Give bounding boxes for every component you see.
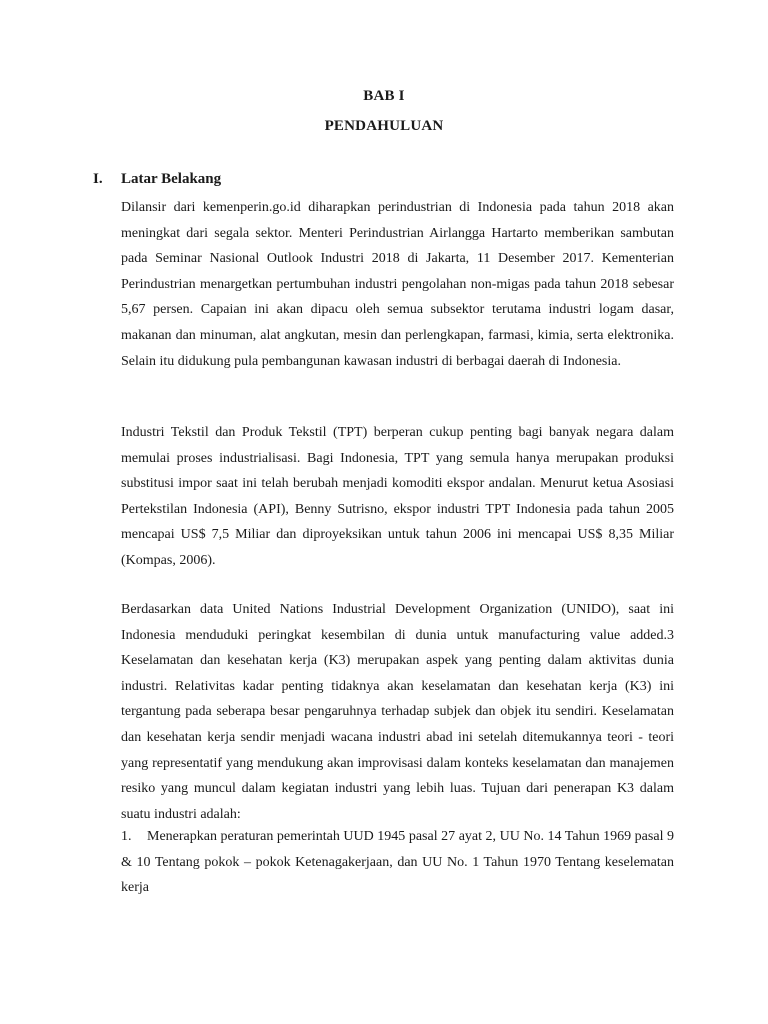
paragraph-1: Dilansir dari kemenperin.go.id diharapkan perindustrian di Indonesia pada tahun 2018 akan meningkat dari segala sektor. Menteri Perindustrian Airlangga Hartarto memberikan sambutan pada Seminar Nasional Outlook Industri 2018 di Jakarta, 11 Desember 2017. Kementerian Perindustrian menargetkan pertumbuhan industri pengolahan non-migas pada tahun 2018 sebesar 5,67 persen. Capaian ini akan dipacu oleh semua subsektor terutama industri logam dasar, makanan dan minuman, alat angkutan, mesin dan perlengkapan, farmasi, kimia, serta elektronika. Selain itu didukung pula pembangunan kawasan industri di berbagai daerah di Indonesia. (121, 200, 674, 369)
section-title: Latar Belakang (121, 171, 222, 187)
chapter-title: PENDAHULUAN (324, 118, 444, 134)
list-item-text: Menerapkan peraturan pemerintah UUD 1945 pasal 27 ayat 2, UU No. 14 Tahun 1969 pasal 9 & 10 Tentang pokok – pokok Ketenagakerjaan, dan UU No. 1 Tahun 1970 Tentang keselematan kerja (121, 829, 674, 896)
list-item (121, 824, 674, 901)
section-number: I. (93, 171, 103, 187)
chapter-number: BAB I (363, 88, 405, 104)
paragraph-3: Berdasarkan data United Nations Industrial Development Organization (UNIDO), saat ini Indonesia menduduki peringkat kesembilan di dunia untuk manufacturing value added.3 Keselamatan dan kesehatan kerja (K3) merupakan aspek yang penting dalam aktivitas dunia industri. Relativitas kadar penting tidaknya akan keselamatan dan kesehatan kerja (K3) ini tergantung pada seberapa besar pengaruhnya terhadap subjek dan objek itu sendiri. Keselamatan dan kesehatan kerja sendir menjadi wacana industri abad ini setelah ditemukannya teori - teori yang representatif yang mendukung akan improvisasi dalam konteks keselamatan dan manajemen resiko yang muncul dalam kegiatan industri yang lebih luas. Tujuan dari penerapan K3 dalam suatu industri adalah: (121, 602, 674, 822)
paragraph-2: Industri Tekstil dan Produk Tekstil (TPT) berperan cukup penting bagi banyak negara dalam memulai proses industrialisasi. Bagi Indonesia, TPT yang semula hanya merupakan produksi substitusi impor saat ini telah berubah menjadi komoditi ekspor andalan. Menurut ketua Asosiasi Pertekstilan Indonesia (API), Benny Sutrisno, ekspor industri TPT Indonesia pada tahun 2005 mencapai US$ 7,5 Miliar dan diproyeksikan untuk tahun 2006 ini mencapai US$ 8,35 Miliar (Kompas, 2006). (121, 425, 674, 568)
list-item-number: 1. (121, 829, 132, 844)
